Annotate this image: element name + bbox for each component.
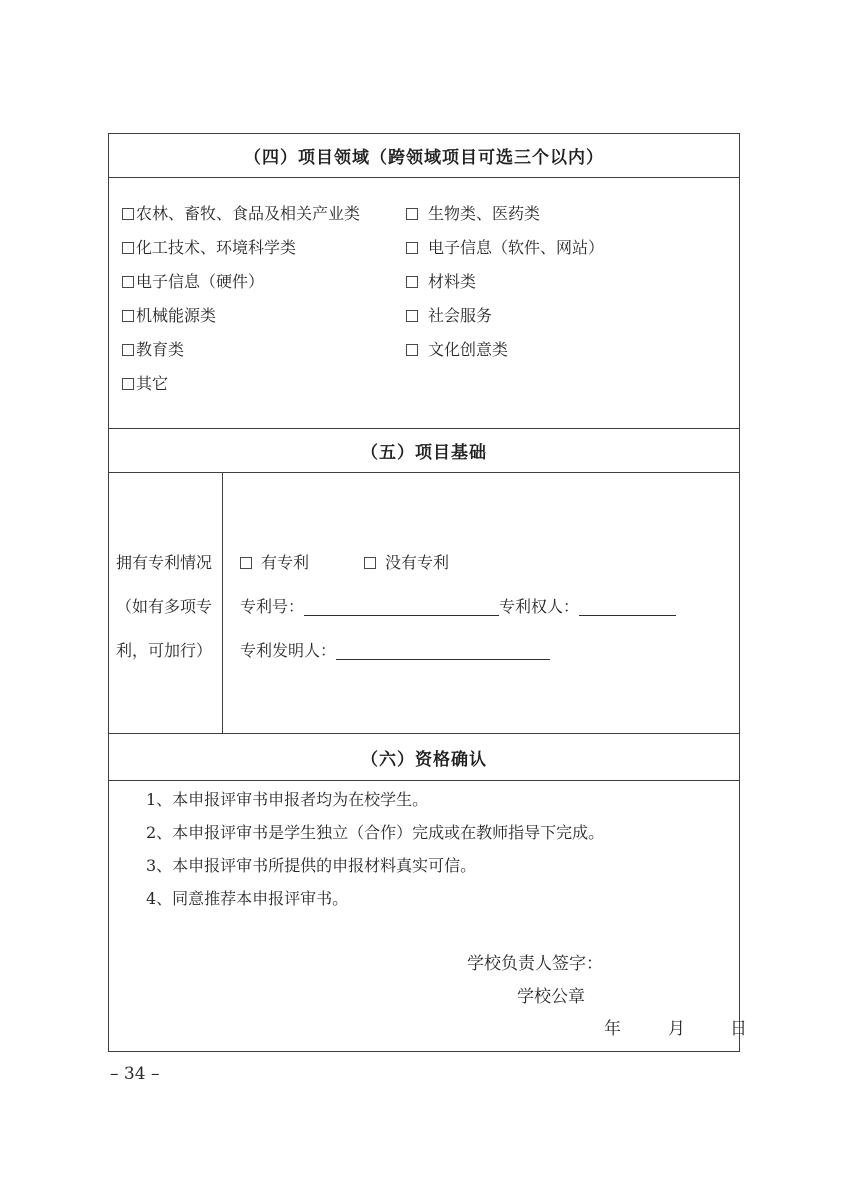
field-option-label: 机械能源类	[136, 306, 217, 325]
patent-status-row-label	[109, 473, 223, 733]
field-option-label: 文化创意类	[428, 340, 509, 359]
confirmation-statement: 1、本申报评审书申报者均为在校学生。	[146, 790, 429, 809]
patent-owner-label: 专利权人：	[499, 597, 580, 616]
checkbox-icon[interactable]	[240, 557, 252, 569]
project-field-options	[109, 178, 739, 429]
field-option-biology-medicine	[406, 197, 739, 231]
section-qualification-title: （六）资格确认	[361, 749, 487, 770]
date-month-label: 月	[668, 1019, 685, 1039]
field-option-chemical	[122, 231, 406, 265]
patent-number-field[interactable]	[304, 599, 499, 616]
patent-inventor-field[interactable]	[336, 643, 550, 660]
date-year-label: 年	[604, 1019, 621, 1039]
patent-choice-line	[240, 541, 739, 585]
checkbox-icon[interactable]	[122, 344, 134, 356]
field-option-agriculture	[122, 197, 406, 231]
checkbox-icon[interactable]	[406, 310, 418, 322]
checkbox-icon[interactable]	[406, 242, 418, 254]
confirmation-statements	[109, 781, 739, 915]
project-field-options-right-column	[406, 197, 739, 428]
confirmation-statement: 3、本申报评审书所提供的申报材料真实可信。	[146, 856, 477, 875]
has-patent-label: 有专利	[261, 553, 310, 572]
project-field-options-left-column	[122, 197, 406, 428]
field-option-label: 社会服务	[428, 306, 493, 325]
application-form-table	[108, 133, 747, 1052]
patent-label-line: 拥有专利情况	[116, 553, 213, 572]
section-project-field-header	[109, 134, 739, 178]
field-option-label: 电子信息（软件、网站）	[428, 238, 605, 257]
patent-status-row	[109, 473, 739, 734]
patent-inventor-label: 专利发明人：	[240, 641, 337, 660]
field-option-other	[122, 367, 406, 401]
checkbox-icon[interactable]	[406, 344, 418, 356]
date-line	[109, 1014, 747, 1039]
checkbox-icon[interactable]	[122, 378, 134, 390]
page-number: – 34 –	[110, 1064, 160, 1084]
field-option-label: 化工技术、环境科学类	[136, 238, 297, 257]
checkbox-icon[interactable]	[122, 276, 134, 288]
checkbox-icon[interactable]	[122, 242, 134, 254]
field-option-label: 教育类	[136, 340, 185, 359]
section-project-field-title: （四）项目领域（跨领域项目可选三个以内）	[244, 148, 604, 168]
field-option-materials	[406, 265, 739, 299]
confirmation-statement: 4、同意推荐本申报评审书。	[146, 889, 349, 908]
field-option-label: 生物类、医药类	[428, 204, 541, 223]
checkbox-icon[interactable]	[406, 276, 418, 288]
school-seal-label: 学校公章	[517, 987, 585, 1007]
field-option-cultural-creative	[406, 333, 739, 367]
field-option-social-service	[406, 299, 739, 333]
field-option-label: 电子信息（硬件）	[136, 272, 265, 291]
patent-label-line: （如有多项专	[116, 597, 213, 616]
patent-inventor-line	[240, 629, 739, 673]
section-project-basis-header	[109, 429, 739, 473]
field-option-education	[122, 333, 406, 367]
checkbox-icon[interactable]	[122, 208, 134, 220]
checkbox-icon[interactable]	[406, 208, 418, 220]
field-option-label: 其它	[136, 374, 169, 393]
patent-number-label: 专利号：	[240, 597, 305, 616]
date-day-label: 日	[730, 1019, 747, 1039]
no-patent-label: 没有专利	[385, 553, 450, 572]
school-signature-label: 学校负责人签字：	[467, 954, 603, 974]
patent-label-line: 利，可加行）	[116, 641, 213, 660]
patent-status-row-content	[223, 473, 739, 733]
checkbox-icon[interactable]	[364, 557, 376, 569]
qualification-confirmation-row	[109, 781, 747, 1051]
field-option-electronics-hardware	[122, 265, 406, 299]
checkbox-icon[interactable]	[122, 310, 134, 322]
field-option-label: 农林、畜牧、食品及相关产业类	[136, 204, 361, 223]
field-option-electronics-software	[406, 231, 739, 265]
field-option-mechanical-energy	[122, 299, 406, 333]
section-project-basis-title: （五）项目基础	[361, 443, 487, 463]
field-option-label: 材料类	[428, 272, 477, 291]
section-qualification-header	[109, 734, 739, 781]
patent-number-line	[240, 585, 739, 629]
confirmation-statement: 2、本申报评审书是学生独立（合作）完成或在教师指导下完成。	[146, 823, 605, 842]
patent-owner-field[interactable]	[579, 599, 676, 616]
